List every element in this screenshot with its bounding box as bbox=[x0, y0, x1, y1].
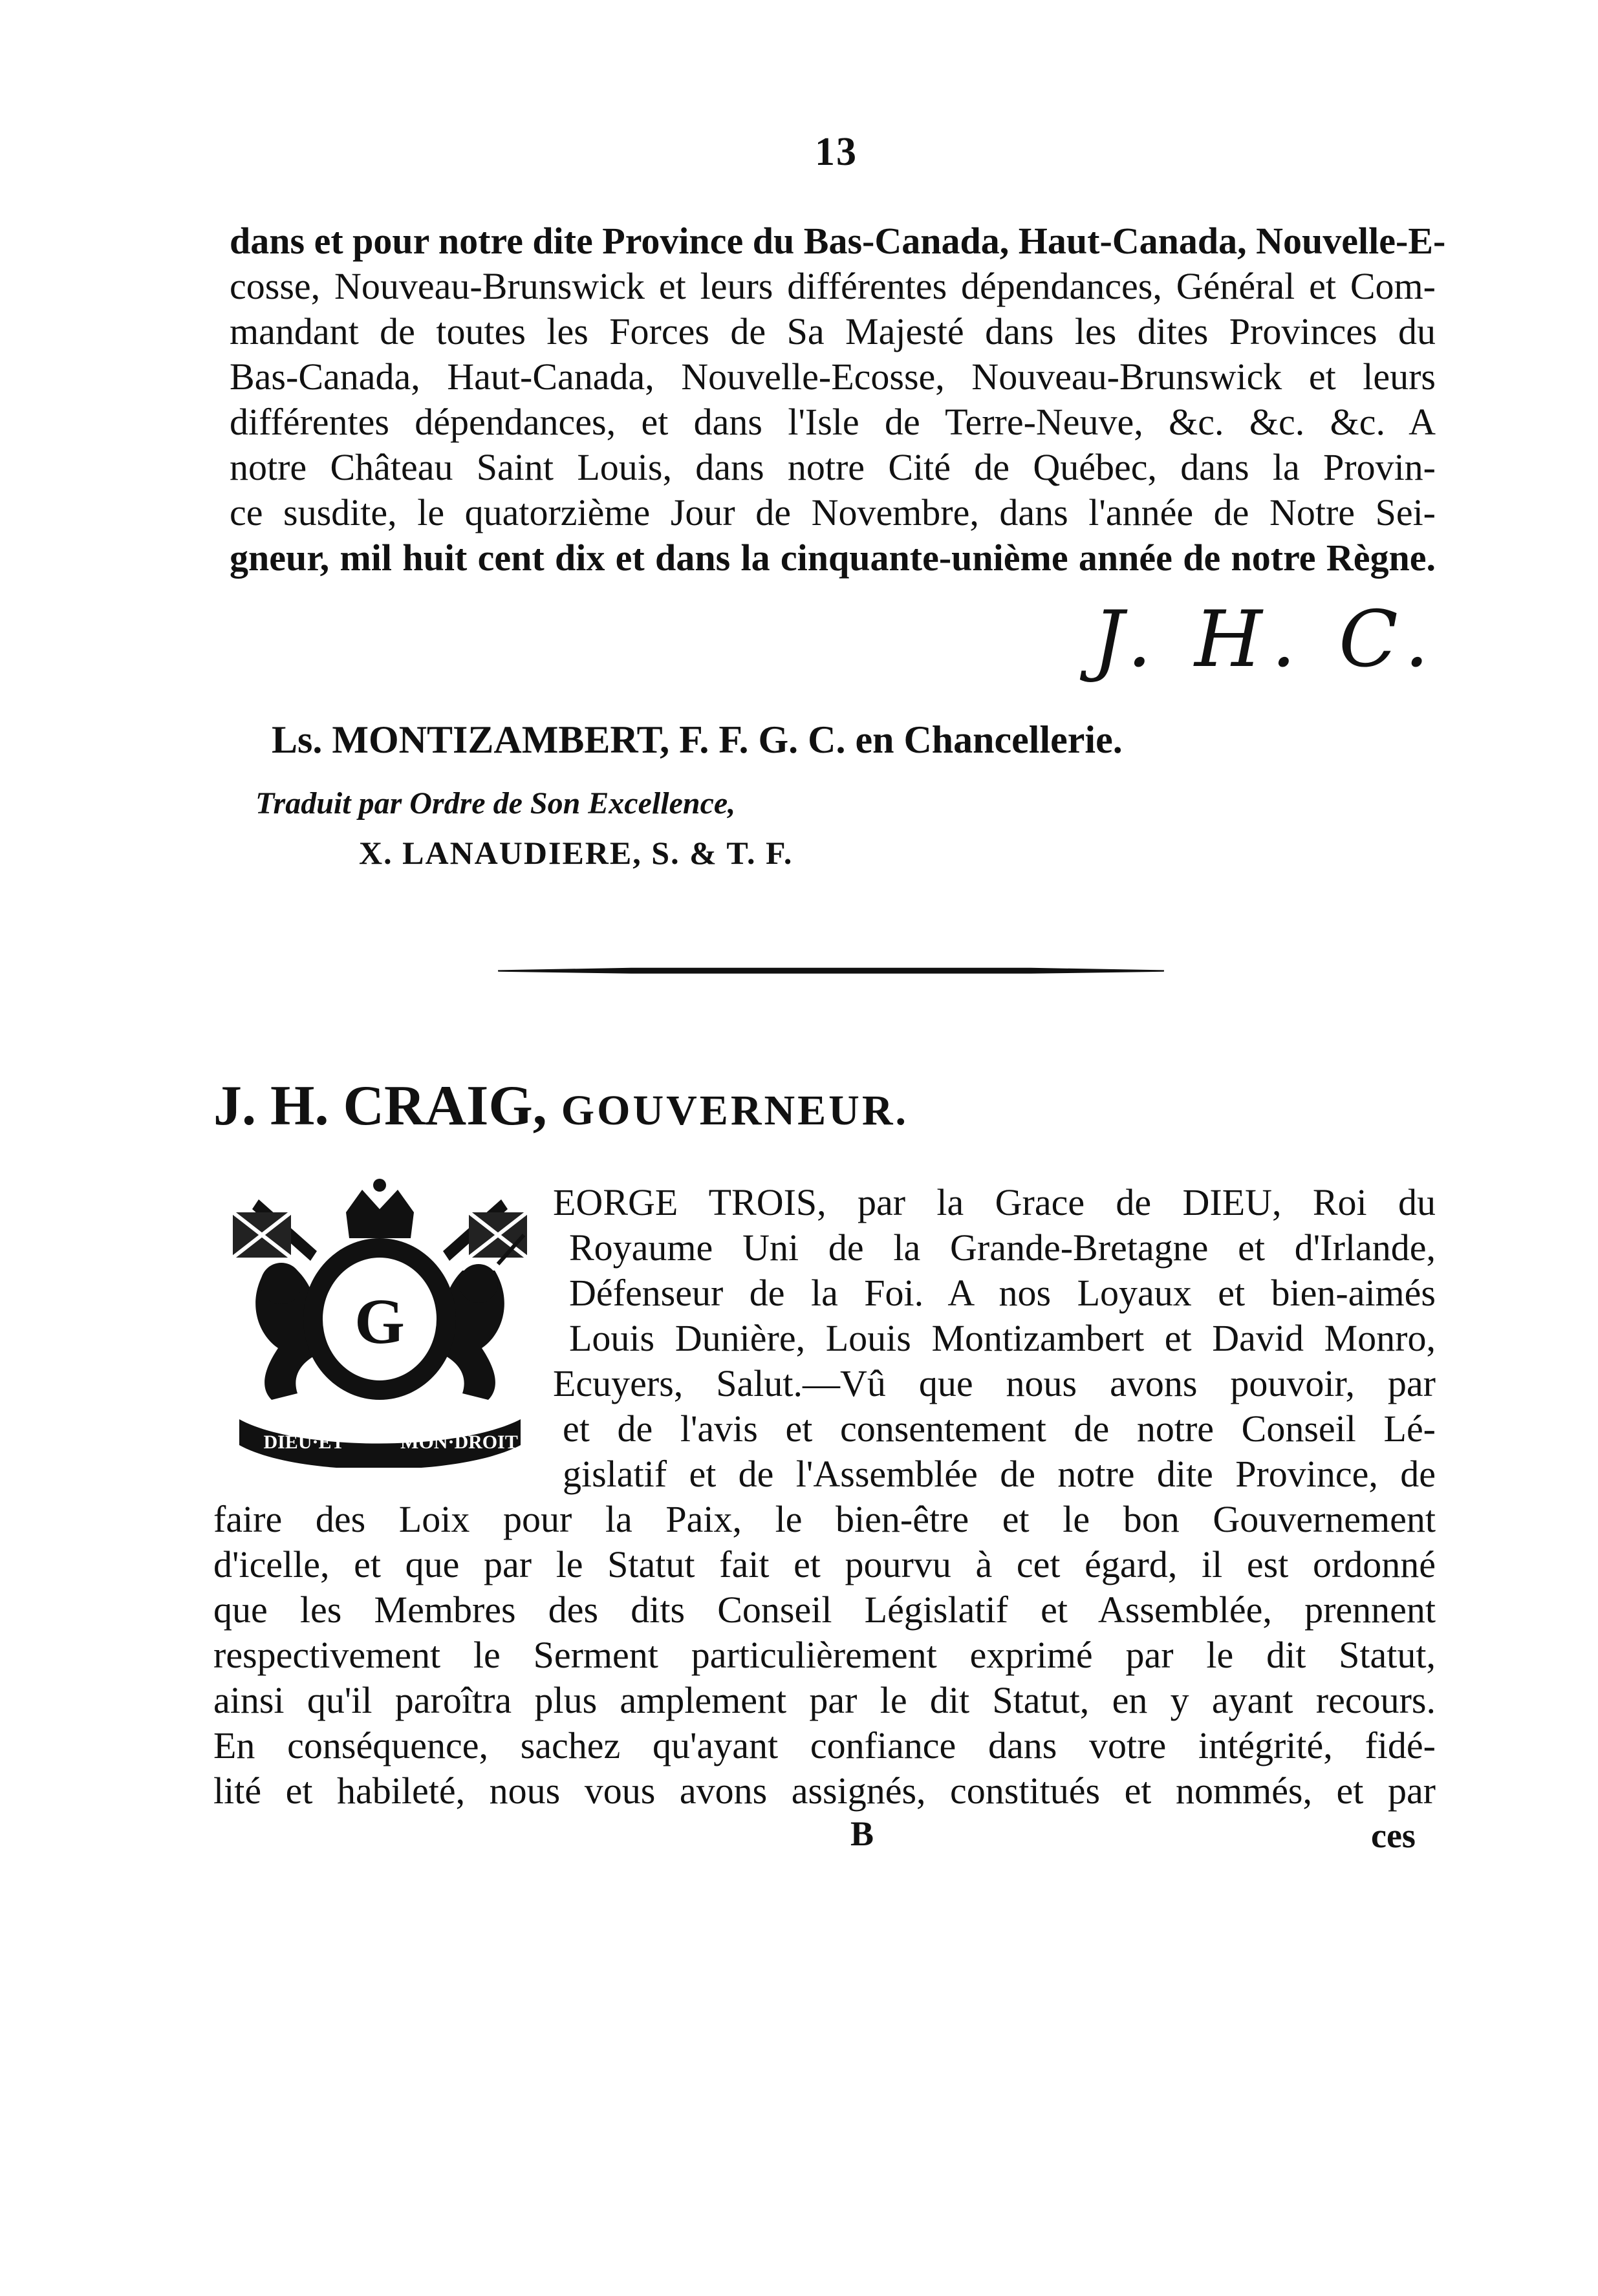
text-line: ainsi qu'il paroîtra plus amplement par le dit Statut, en y ayant recours. bbox=[213, 1679, 1436, 1721]
text-line: et de l'avis et consentement de notre Conseil Lé- bbox=[563, 1408, 1436, 1450]
section-rule bbox=[498, 967, 1164, 974]
text-line: cosse, Nouveau-Brunswick et leurs différentes dépendances, Général et Com- bbox=[230, 265, 1436, 307]
text-line: ce susdite, le quatorzième Jour de Novembre, dans l'année de Notre Sei- bbox=[230, 491, 1436, 533]
text-line: respectivement le Serment particulièrement exprimé par le dit Statut, bbox=[213, 1634, 1436, 1676]
text-line: différentes dépendances, et dans l'Isle de Terre-Neuve, &c. &c. &c. A bbox=[230, 401, 1436, 443]
text-line: Louis Dunière, Louis Montizambert et David Monro, bbox=[569, 1317, 1436, 1359]
text-line: Bas-Canada, Haut-Canada, Nouvelle-Ecosse, Nouveau-Brunswick et leurs bbox=[230, 356, 1436, 398]
catchword: ces bbox=[1371, 1816, 1416, 1855]
text-line: faire des Loix pour la Paix, le bien-être et le bon Gouvernement bbox=[213, 1498, 1436, 1540]
text-line: mandant de toutes les Forces de Sa Majesté dans les dites Provinces du bbox=[230, 310, 1436, 352]
text-line: Défenseur de la Foi. A nos Loyaux et bien-aimés bbox=[569, 1272, 1436, 1314]
clerk-line: Ls. MONTIZAMBERT, F. F. G. C. en Chancellerie. bbox=[272, 718, 1123, 761]
text-line: gislatif et de l'Assemblée de notre dite Province, de bbox=[563, 1453, 1436, 1495]
page-number: 13 bbox=[815, 130, 858, 174]
crest-motto-right: MON·DROIT bbox=[400, 1432, 518, 1453]
text-line: En conséquence, sachez qu'ayant confiance dans votre intégrité, fidé- bbox=[213, 1724, 1436, 1766]
text-line: lité et habileté, nous vous avons assignés, constitués et nommés, et par bbox=[213, 1770, 1436, 1812]
text-line: gneur, mil huit cent dix et dans la cinquante-unième année de notre Règne. bbox=[230, 537, 1436, 579]
text-line: dans et pour notre dite Province du Bas-Canada, Haut-Canada, Nouvelle-E- bbox=[230, 220, 1446, 262]
royal-crest-icon bbox=[220, 1174, 540, 1468]
text-line: Royaume Uni de la Grande-Bretagne et d'Irlande, bbox=[569, 1227, 1436, 1269]
text-line: Ecuyers, Salut.—Vû que nous avons pouvoir, par bbox=[553, 1362, 1436, 1404]
proclamation-heading bbox=[213, 1073, 909, 1139]
text-line: que les Membres des dits Conseil Législatif et Assemblée, prennent bbox=[213, 1589, 1436, 1631]
crest-initial: G bbox=[354, 1285, 405, 1357]
translated-by: Traduit par Ordre de Son Excellence, bbox=[255, 786, 736, 821]
signature-mark: B bbox=[850, 1814, 874, 1853]
translator-name: X. LANAUDIERE, S. & T. F. bbox=[359, 835, 794, 871]
text-line: notre Château Saint Louis, dans notre Cité de Québec, dans la Provin- bbox=[230, 446, 1436, 488]
text-line: d'icelle, et que par le Statut fait et pourvu à cet égard, il est ordonné bbox=[213, 1543, 1436, 1585]
text-line: EORGE TROIS, par la Grace de DIEU, Roi du bbox=[553, 1181, 1436, 1223]
signature-initials: J. H. C. bbox=[1093, 595, 1438, 685]
crest-motto-left: DIEU·ET bbox=[263, 1432, 345, 1453]
governor-title: GOUVERNEUR. bbox=[561, 1087, 909, 1134]
governor-name: J. H. CRAIG, bbox=[213, 1075, 547, 1137]
